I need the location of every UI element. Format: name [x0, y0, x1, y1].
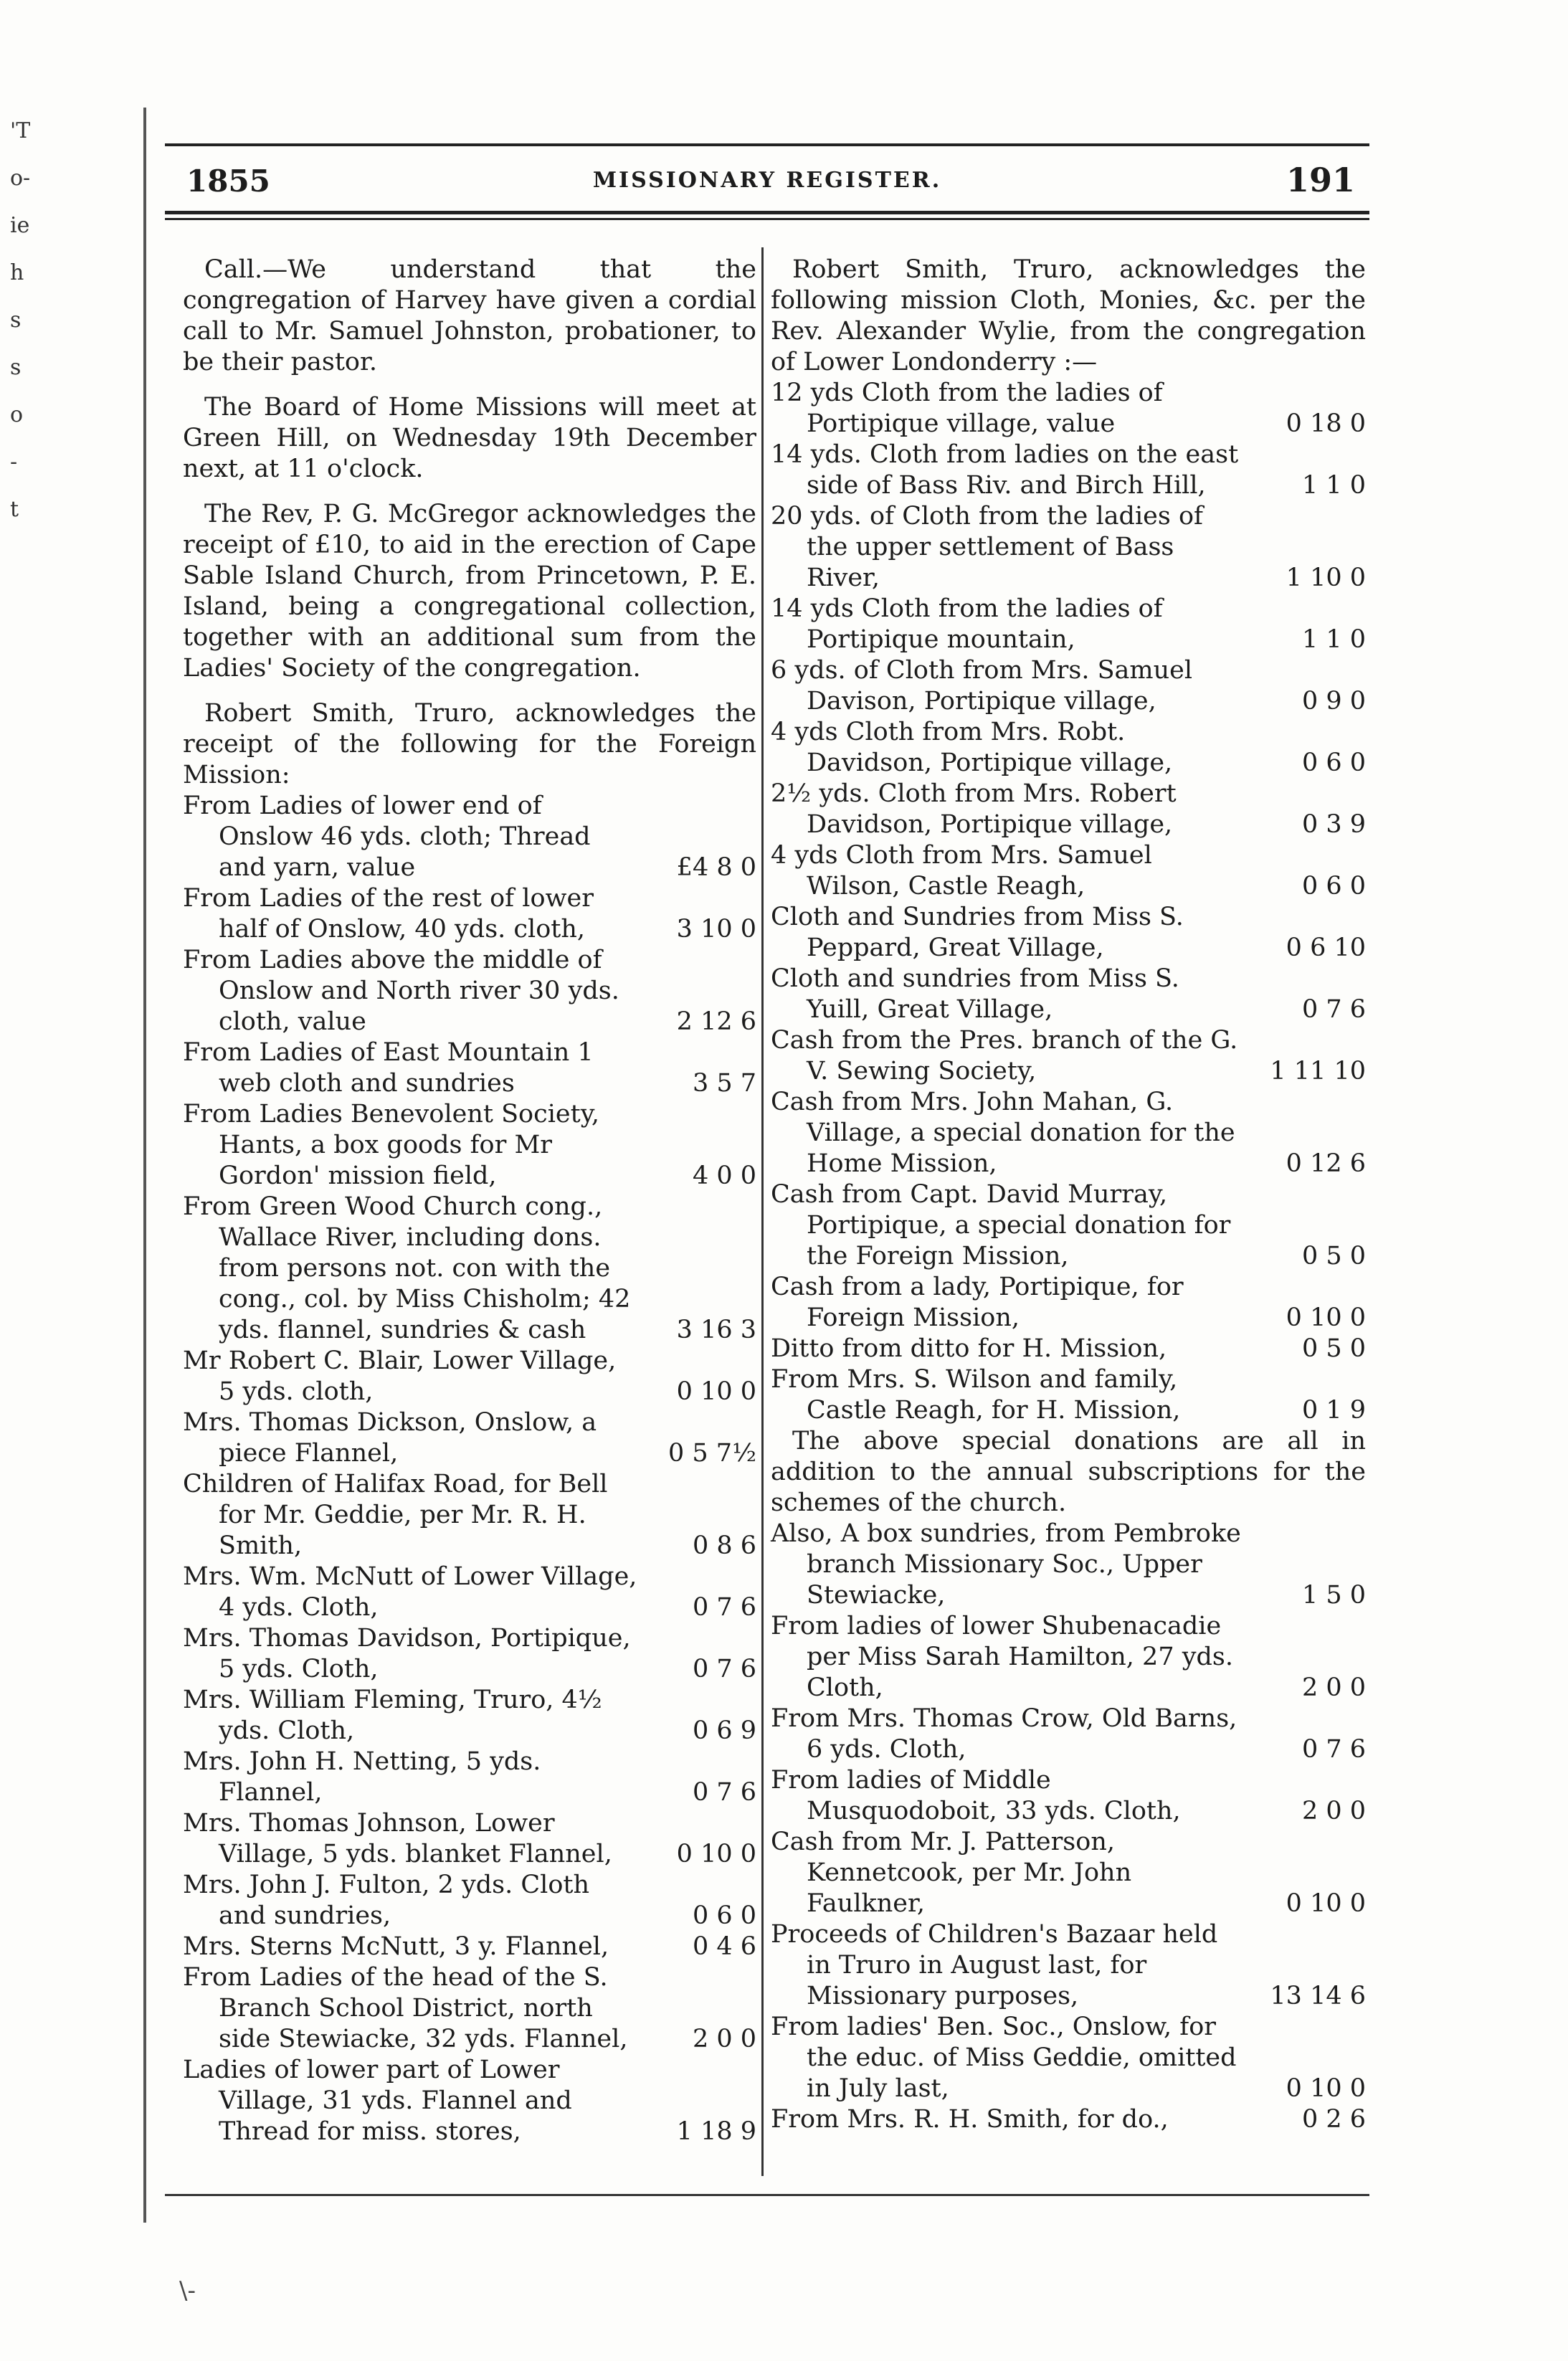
list-item	[771, 440, 1366, 501]
entry-amount: £4 8 0	[676, 853, 756, 882]
right-column	[771, 255, 1366, 2135]
entry-amount: 0 5 0	[1301, 1242, 1366, 1270]
entry-text: From Ladies Benevolent Society, Hants, a box goods for Mr Gordon' mission field,	[183, 1100, 599, 1190]
list-item	[183, 1469, 756, 1562]
list-item	[183, 1747, 756, 1808]
page-number: 191	[1286, 161, 1355, 199]
entry-text: Cloth and Sundries from Miss S. Peppard, Great Village,	[771, 903, 1184, 962]
list-item	[183, 791, 756, 883]
list-item	[771, 717, 1366, 779]
entry-amount: 0 7 6	[692, 1655, 756, 1683]
margin-fragment: s	[10, 308, 22, 333]
entry-amount: 1 1 0	[1301, 471, 1366, 500]
list-item	[771, 594, 1366, 655]
entry-text: 14 yds Cloth from the ladies of Portipique mountain,	[771, 594, 1163, 654]
entry-amount: 0 7 6	[692, 1593, 756, 1622]
entry-text: 4 yds Cloth from Mrs. Samuel Wilson, Castle Reagh,	[771, 841, 1152, 901]
running-header	[165, 143, 1369, 214]
list-item	[183, 1099, 756, 1192]
entry-text: From Green Wood Church cong., Wallace River, including dons. from persons not. con with the cong., col. by Miss Chisholm; 42 yds. flannel, sundries & cash	[183, 1192, 631, 1344]
entry-text: 20 yds. of Cloth from the ladies of the upper settlement of Bass River,	[771, 502, 1203, 592]
footer-mark: \-	[179, 2276, 196, 2305]
entry-text: 2½ yds. Cloth from Mrs. Robert Davidson, Portipique village,	[771, 779, 1177, 839]
header-title: MISSIONARY REGISTER.	[592, 168, 942, 193]
list-item	[183, 1192, 756, 1346]
list-item	[183, 1685, 756, 1747]
entry-text: Ladies of lower part of Lower Village, 31 yds. Flannel and Thread for miss. stores,	[183, 2056, 572, 2146]
entry-text: Cash from a lady, Portipique, for Foreign Mission,	[771, 1273, 1184, 1332]
entry-amount: 0 6 10	[1286, 934, 1366, 962]
margin-fragment: h	[10, 260, 24, 285]
entry-text: Mrs. John J. Fulton, 2 yds. Cloth and sundries,	[183, 1871, 590, 1930]
entry-amount: 0 10 0	[1286, 2074, 1366, 2103]
entry-amount: 0 2 6	[1301, 2105, 1366, 2134]
entry-text: Cash from the Pres. branch of the G. V. Sewing Society,	[771, 1026, 1238, 1086]
list-item	[183, 883, 756, 945]
entry-amount: 3 5 7	[692, 1069, 756, 1098]
list-item	[183, 1562, 756, 1623]
entry-amount: 0 5 0	[1301, 1334, 1366, 1363]
entry-amount: 3 16 3	[676, 1316, 756, 1344]
entry-text: Children of Halifax Road, for Bell for Mr. Geddie, per Mr. R. H. Smith,	[183, 1470, 608, 1560]
entry-text: Mrs. Wm. McNutt of Lower Village, 4 yds. Cloth,	[183, 1562, 637, 1622]
entry-text: 4 yds Cloth from Mrs. Robt. Davidson, Portipique village,	[771, 718, 1173, 777]
entry-amount: 3 10 0	[676, 915, 756, 944]
entry-text: From ladies of lower Shubenacadie per Miss Sarah Hamilton, 27 yds. Cloth,	[771, 1612, 1233, 1702]
entry-text: 12 yds Cloth from the ladies of Portipique village, value	[771, 379, 1163, 438]
entry-amount: 2 12 6	[676, 1007, 756, 1036]
mcgregor-acknowledgment: The Rev, P. G. McGregor acknowledges the receipt of £10, to aid in the erection of Cape Sable Island Church, from Princetown, P. E. Island, being a congregational collection, together with an additional sum from the Ladies' Society of the congregation.	[183, 500, 756, 683]
entry-text: Mrs. Thomas Dickson, Onslow, a piece Flannel,	[183, 1408, 597, 1468]
entry-text: From Mrs. Thomas Crow, Old Barns, 6 yds. Cloth,	[771, 1704, 1237, 1764]
list-item	[771, 378, 1366, 440]
entry-text: Ditto from ditto for H. Mission,	[771, 1334, 1167, 1363]
entry-amount: 0 3 9	[1301, 810, 1366, 839]
entry-amount: 2 0 0	[1301, 1673, 1366, 1702]
entry-text: Mrs. Thomas Davidson, Portipique, 5 yds. Cloth,	[183, 1624, 631, 1683]
list-item	[771, 655, 1366, 717]
margin-fragment: 'T	[10, 118, 31, 143]
list-item	[771, 902, 1366, 964]
entry-text: From ladies' Ben. Soc., Onslow, for the educ. of Miss Geddie, omitted in July last,	[771, 2013, 1237, 2103]
left-column	[183, 255, 756, 2147]
list-item	[771, 2104, 1366, 2135]
list-item	[771, 1179, 1366, 1272]
entry-amount: 2 0 0	[1301, 1797, 1366, 1825]
list-item	[183, 1346, 756, 1407]
header-year: 1855	[186, 163, 270, 199]
entry-amount: 0 6 0	[1301, 872, 1366, 901]
entry-amount: 0 10 0	[1286, 1889, 1366, 1918]
entry-amount: 1 11 10	[1270, 1057, 1366, 1086]
list-item	[771, 1334, 1366, 1364]
entry-amount: 2 0 0	[692, 2025, 756, 2053]
column-divider	[761, 247, 764, 2176]
entry-amount: 0 7 6	[1301, 995, 1366, 1024]
margin-fragment: s	[10, 355, 22, 380]
entry-text: Cash from Mrs. John Mahan, G. Village, a special donation for the Home Mission,	[771, 1088, 1235, 1178]
list-item	[771, 1919, 1366, 2012]
entry-amount: 0 7 6	[692, 1778, 756, 1807]
entry-text: Mrs. William Fleming, Truro, 4½ yds. Cloth,	[183, 1686, 602, 1745]
entry-text: Also, A box sundries, from Pembroke branch Missionary Soc., Upper Stewiacke,	[771, 1519, 1241, 1610]
entry-text: From Ladies of the rest of lower half of Onslow, 40 yds. cloth,	[183, 884, 594, 944]
entry-text: Cash from Capt. David Murray, Portipique, a special donation for the Foreign Mission,	[771, 1180, 1231, 1270]
entry-text: From ladies of Middle Musquodoboit, 33 yds. Cloth,	[771, 1766, 1181, 1825]
entry-amount: 0 5 7½	[668, 1439, 756, 1468]
list-item	[183, 2055, 756, 2147]
list-item	[771, 840, 1366, 902]
list-item	[771, 1765, 1366, 1827]
entry-amount: 0 9 0	[1301, 687, 1366, 716]
entry-amount: 1 5 0	[1301, 1581, 1366, 1610]
entry-text: From Ladies above the middle of Onslow and North river 30 yds. cloth, value	[183, 946, 619, 1036]
list-item	[771, 1827, 1366, 1919]
entry-amount: 0 18 0	[1286, 409, 1366, 438]
entry-amount: 0 6 0	[1301, 749, 1366, 777]
list-item	[183, 945, 756, 1037]
entry-amount: 1 1 0	[1301, 625, 1366, 654]
header-rule	[165, 218, 1369, 220]
margin-fragment: t	[10, 497, 19, 522]
list-item	[771, 1272, 1366, 1334]
entry-text: Mrs. Sterns McNutt, 3 y. Flannel,	[183, 1932, 609, 1961]
list-item	[183, 1623, 756, 1685]
entry-text: Proceeds of Children's Bazaar held in Truro in August last, for Missionary purposes,	[771, 1920, 1218, 2010]
left-margin-fragments	[0, 108, 115, 825]
entry-amount: 0 6 0	[692, 1901, 756, 1930]
binding-edge	[143, 108, 146, 2223]
list-item	[771, 1611, 1366, 1704]
list-item	[771, 1364, 1366, 1426]
entry-amount: 0 12 6	[1286, 1149, 1366, 1178]
list-item	[771, 779, 1366, 840]
entry-amount: 0 4 6	[692, 1932, 756, 1961]
call-notice: Call.—We understand that the congregation of Harvey have given a cordial call to Mr. Samuel Johnston, probationer, to be their pastor.	[183, 255, 756, 376]
entry-amount: 0 1 9	[1301, 1396, 1366, 1425]
list-item	[771, 501, 1366, 594]
entry-amount: 0 8 6	[692, 1531, 756, 1560]
entry-text: Cash from Mr. J. Patterson, Kennetcook, per Mr. John Faulkner,	[771, 1828, 1132, 1918]
board-meeting-notice: The Board of Home Missions will meet at Green Hill, on Wednesday 19th December next, at 11 o'clock.	[183, 393, 756, 483]
list-item	[771, 1519, 1366, 1611]
list-item	[183, 1407, 756, 1469]
margin-fragment: ie	[10, 213, 30, 238]
margin-fragment: -	[10, 450, 18, 475]
entry-amount: 1 10 0	[1286, 564, 1366, 592]
additional-donations-list	[771, 1519, 1366, 2135]
entry-text: Mrs. Thomas Johnson, Lower Village, 5 yds. blanket Flannel,	[183, 1809, 612, 1868]
margin-fragment: o	[10, 402, 24, 427]
foreign-mission-list	[183, 791, 756, 2147]
entry-text: From Mrs. S. Wilson and family, Castle Reagh, for H. Mission,	[771, 1365, 1181, 1425]
entry-amount: 13 14 6	[1270, 1982, 1366, 2010]
entry-amount: 0 6 9	[692, 1716, 756, 1745]
entry-amount: 0 7 6	[1301, 1735, 1366, 1764]
list-item	[183, 1870, 756, 1932]
entry-amount: 0 10 0	[676, 1377, 756, 1406]
list-item	[183, 1037, 756, 1099]
entry-text: Mr Robert C. Blair, Lower Village, 5 yds. cloth,	[183, 1346, 617, 1406]
londonderry-intro: Robert Smith, Truro, acknowledges the following mission Cloth, Monies, &c. per the Rev. Alexander Wylie, from the congregation of Lower Londonderry :—	[771, 255, 1366, 376]
bottom-rule	[165, 2194, 1369, 2196]
special-donations-note: The above special donations are all in addition to the annual subscriptions for the schemes of the church.	[771, 1427, 1366, 1517]
entry-text: From Mrs. R. H. Smith, for do.,	[771, 2105, 1169, 2134]
entry-text: Mrs. John H. Netting, 5 yds. Flannel,	[183, 1747, 541, 1807]
entry-amount: 4 0 0	[692, 1162, 756, 1190]
entry-text: From Ladies of the head of the S. Branch School District, north side Stewiacke, 32 yds. Flannel,	[183, 1963, 628, 2053]
list-item	[183, 1808, 756, 1870]
entry-text: 6 yds. of Cloth from Mrs. Samuel Davison, Portipique village,	[771, 656, 1193, 716]
list-item	[771, 1087, 1366, 1179]
list-item	[771, 2012, 1366, 2104]
entry-text: 14 yds. Cloth from ladies on the east side of Bass Riv. and Birch Hill,	[771, 440, 1239, 500]
entry-text: From Ladies of East Mountain 1 web cloth and sundries	[183, 1038, 594, 1098]
list-item	[771, 1704, 1366, 1765]
smith-foreign-mission-intro: Robert Smith, Truro, acknowledges the receipt of the following for the Foreign Mission:	[183, 699, 756, 789]
list-item	[183, 1962, 756, 2055]
margin-fragment: o-	[10, 166, 31, 191]
londonderry-list	[771, 378, 1366, 1426]
entry-amount: 1 18 9	[676, 2117, 756, 2146]
entry-amount: 0 10 0	[676, 1840, 756, 1868]
entry-text: From Ladies of lower end of Onslow 46 yds. cloth; Thread and yarn, value	[183, 792, 591, 882]
entry-amount: 0 10 0	[1286, 1303, 1366, 1332]
list-item	[183, 1932, 756, 1962]
list-item	[771, 964, 1366, 1025]
list-item	[771, 1025, 1366, 1087]
entry-text: Cloth and sundries from Miss S. Yuill, Great Village,	[771, 964, 1179, 1024]
